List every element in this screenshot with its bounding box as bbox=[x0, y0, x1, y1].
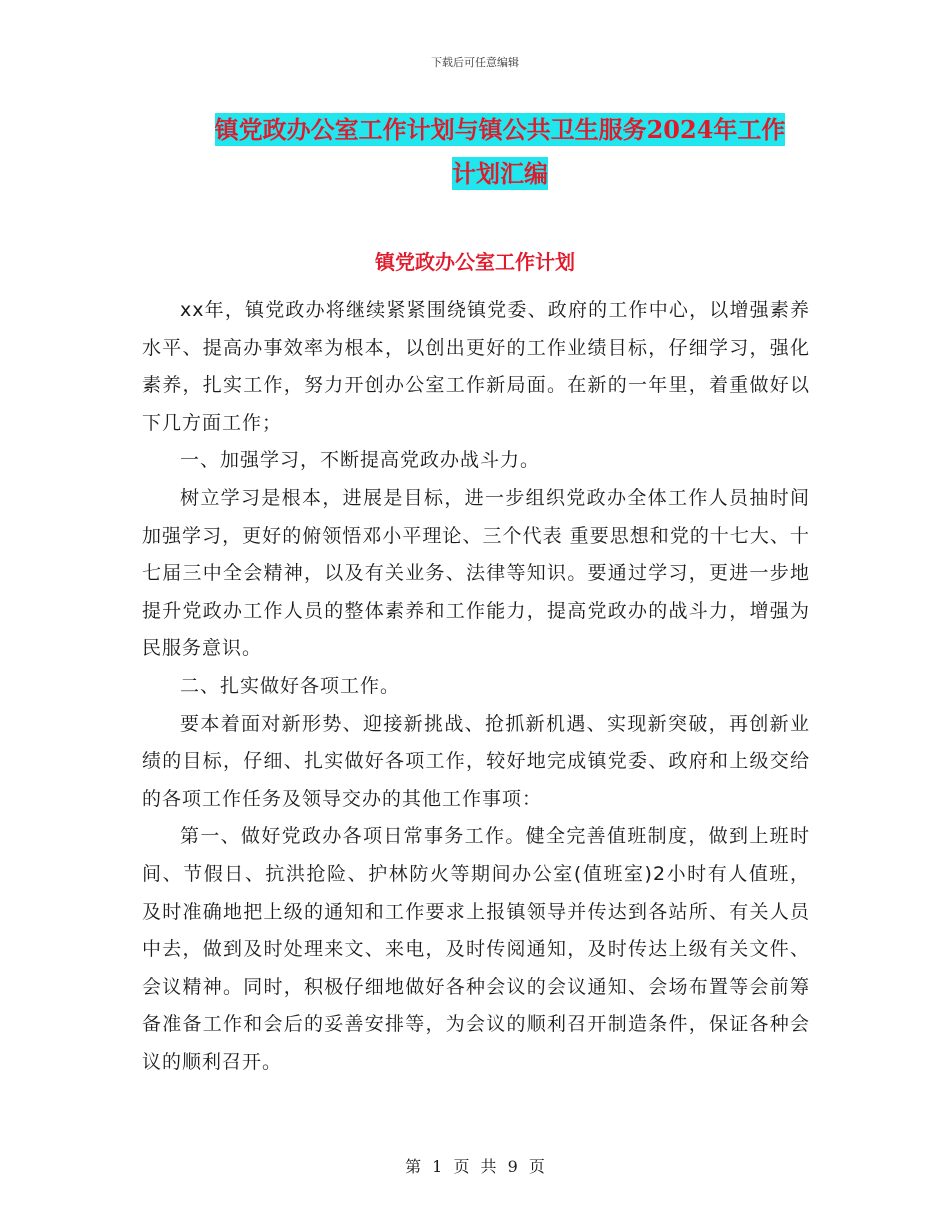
paragraph: 第一、做好党政办各项日常事务工作。健全完善值班制度，做到上班时间、节假日、抗洪抢险、护林防火等期间办公室(值班室)2小时有人值班，及时准确地把上级的通知和工作要求上报镇领导并传达到各站所、有关人员中去，做到及时处理来文、来电，及时传阅通知，及时传达上级有关文件、会议精神。同时，积极仔细地做好各种会议的会议通知、会场布置等会前筹备准备工作和会后的妥善安排等，为会议的顺利召开制造条件，保证各种会议的顺利召开。 bbox=[142, 825, 810, 1073]
document-title bbox=[150, 108, 850, 196]
paragraph: 一、加强学习，不断提高党政办战斗力。 bbox=[180, 449, 541, 472]
document-body bbox=[142, 292, 810, 1081]
header-note: 下载后可任意编辑 bbox=[431, 56, 519, 69]
paragraph: xx年，镇党政办将继续紧紧围绕镇党委、政府的工作中心，以增强素养水平、提高办事效率为根本，以创出更好的工作业绩目标，仔细学习，强化素养，扎实工作，努力开创办公室工作新局面。在新的一年里，着重做好以下几方面工作； bbox=[142, 299, 810, 434]
section-title: 镇党政办公室工作计划 bbox=[375, 250, 575, 274]
document-title-line2: 计划汇编 bbox=[452, 159, 548, 188]
paragraph: 二、扎实做好各项工作。 bbox=[180, 674, 401, 697]
page-number: 第 1 页 共 9 页 bbox=[405, 1157, 545, 1176]
paragraph: 要本着面对新形势、迎接新挑战、抢抓新机遇、实现新突破，再创新业绩的目标，仔细、扎实做好各项工作，较好地完成镇党委、政府和上级交给的各项工作任务及领导交办的其他工作事项： bbox=[142, 712, 810, 810]
paragraph: 树立学习是根本，进展是目标，进一步组织党政办全体工作人员抽时间加强学习，更好的俯领悟邓小平理论、三个代表 重要思想和党的十七大、十七届三中全会精神，以及有关业务、法律等知识。要通过学习，更进一步地提升党政办工作人员的整体素养和工作能力，提高党政办的战斗力，增强为民服务意识。 bbox=[142, 486, 810, 660]
document-title-line1: 镇党政办公室工作计划与镇公共卫生服务2024年工作 bbox=[214, 115, 786, 144]
